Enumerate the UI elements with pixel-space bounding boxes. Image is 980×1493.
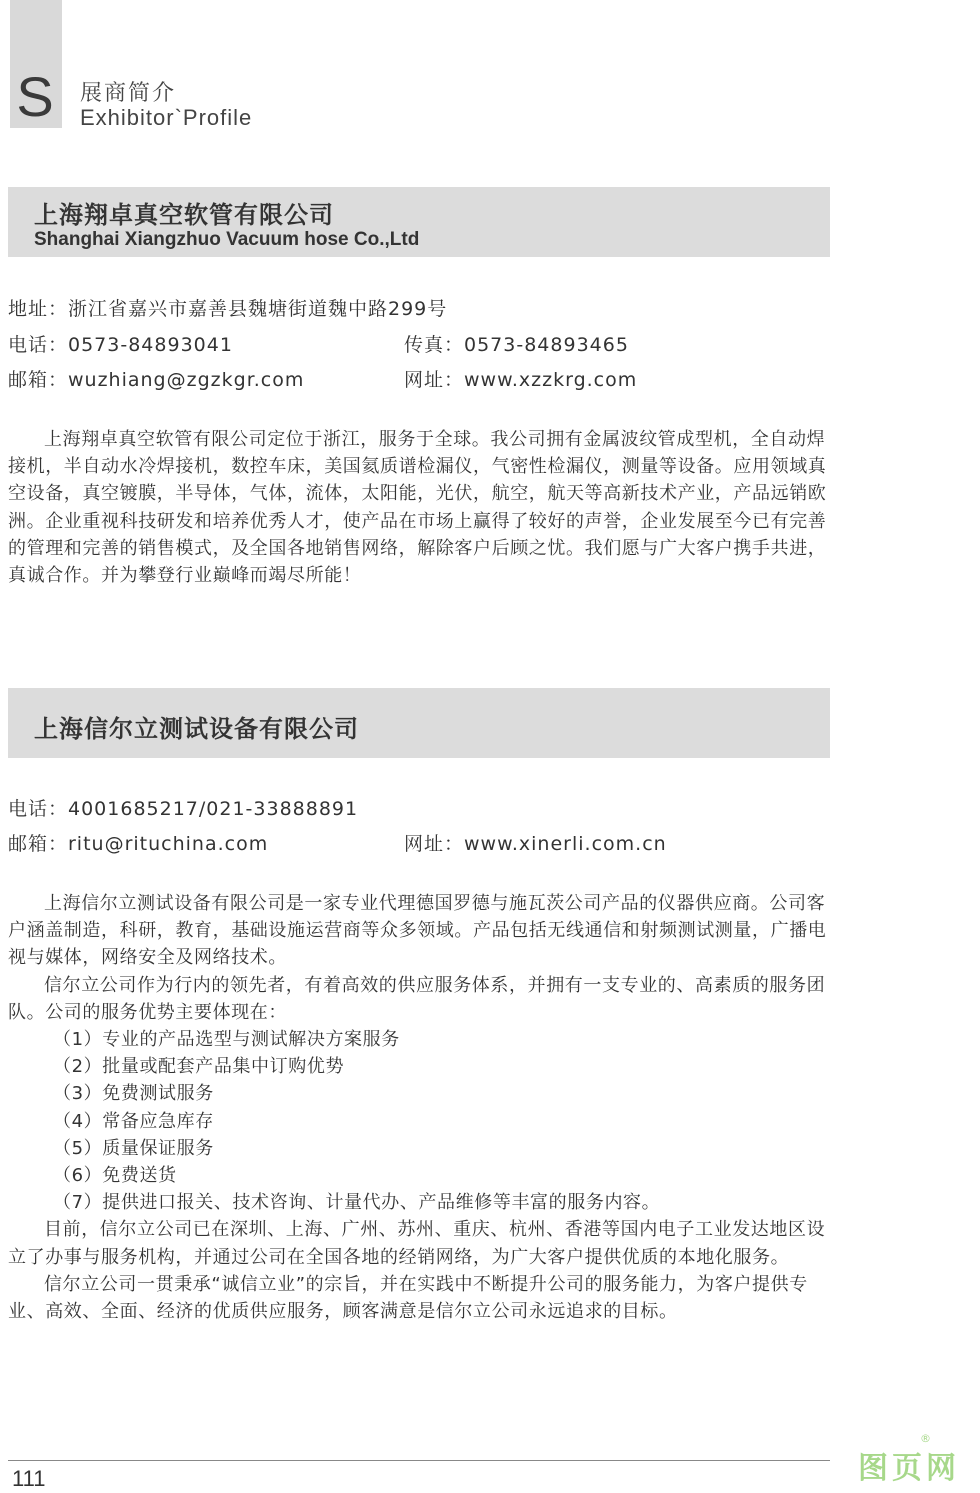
company1-description-text: 上海翔卓真空软管有限公司定位于浙江，服务于全球。我公司拥有金属波纹管成型机，全自动焊接机，半自动水冷焊接机，数控车床，美国氦质谱检漏仪，气密性检漏仪，测量等设备。应用领域真空设备，真空镀膜，半导体，气体，流体，太阳能，光伏，航空，航天等高新技术产业，产品远销欧洲。企业重视科技研发和培养优秀人才，使产品在市场上赢得了较好的声誉，企业发展至今已有完善的管理和完善的销售模式，及全国各地销售网络，解除客户后顾之忧。我们愿与广大客户携手共进，真诚合作。并为攀登行业巅峰而竭尽所能！: [8, 429, 827, 587]
service-list-item: （3）免费测试服务: [53, 1083, 214, 1105]
company2-phone: 电话：4001685217/021-33888891: [8, 798, 359, 820]
service-list-item: （5）质量保证服务: [53, 1137, 214, 1159]
section-title-cn: 展商简介: [80, 81, 177, 106]
company2-para3: 目前，信尔立公司已在深圳、上海、广州、苏州、重庆、杭州、香港等国内电子工业发达地区设立了办事与服务机构，并通过公司在全国各地的经销网络，为广大客户提供优质的本地化服务。: [8, 1219, 826, 1268]
section-letter: S: [16, 65, 54, 128]
company2-description: [8, 890, 830, 1325]
company2-para2: 信尔立公司作为行内的领先者，有着高效的供应服务体系，并拥有一支专业的、高素质的服务团队。公司的服务优势主要体现在：: [8, 974, 826, 1023]
watermark-logo: 图页网: [858, 1451, 960, 1486]
company2-name-cn: 上海信尔立测试设备有限公司: [34, 715, 359, 743]
company1-description: [8, 426, 830, 589]
page-number: 111: [12, 1466, 46, 1491]
service-list-item: （2）批量或配套产品集中订购优势: [53, 1056, 345, 1078]
company2-email: 邮箱：ritu@rituchina.com: [8, 833, 269, 855]
service-list-item: （6）免费送货: [53, 1165, 177, 1187]
company2-para1: 上海信尔立测试设备有限公司是一家专业代理德国罗德与施瓦茨公司产品的仪器供应商。公司客户涵盖制造，科研，教育，基础设施运营商等众多领域。产品包括无线通信和射频测试测量，广播电视与媒体，网络安全及网络技术。: [8, 893, 827, 969]
service-list-item: （1）专业的产品选型与测试解决方案服务: [53, 1029, 400, 1051]
service-list-item: （4）常备应急库存: [53, 1110, 214, 1132]
company1-name-cn: 上海翔卓真空软管有限公司: [34, 201, 334, 229]
company1-website: 网址：www.xzzkrg.com: [404, 369, 638, 391]
company1-email: 邮箱：wuzhiang@zgzkgr.com: [8, 369, 305, 391]
company2-banner: [8, 688, 830, 758]
footer-divider: [8, 1460, 830, 1461]
company2-para4: 信尔立公司一贯秉承“诚信立业”的宗旨，并在实践中不断提升公司的服务能力，为客户提供专业、高效、全面、经济的优质供应服务，顾客满意是信尔立公司永远追求的目标。: [8, 1273, 808, 1323]
service-list-item: （7）提供进口报关、技术咨询、计量代办、产品维修等丰富的服务内容。: [53, 1192, 661, 1214]
company1-fax: 传真：0573-84893465: [404, 334, 629, 356]
company1-name-en: Shanghai Xiangzhuo Vacuum hose Co.,Ltd: [34, 229, 420, 250]
registered-mark: ®: [920, 1432, 931, 1445]
company1-address: 地址：浙江省嘉兴市嘉善县魏塘街道魏中路299号: [8, 298, 448, 320]
company1-phone: 电话：0573-84893041: [8, 334, 233, 356]
company2-website: 网址：www.xinerli.com.cn: [404, 833, 667, 855]
section-title-en: Exhibitor`Profile: [80, 105, 253, 130]
company1-banner: [8, 187, 830, 257]
